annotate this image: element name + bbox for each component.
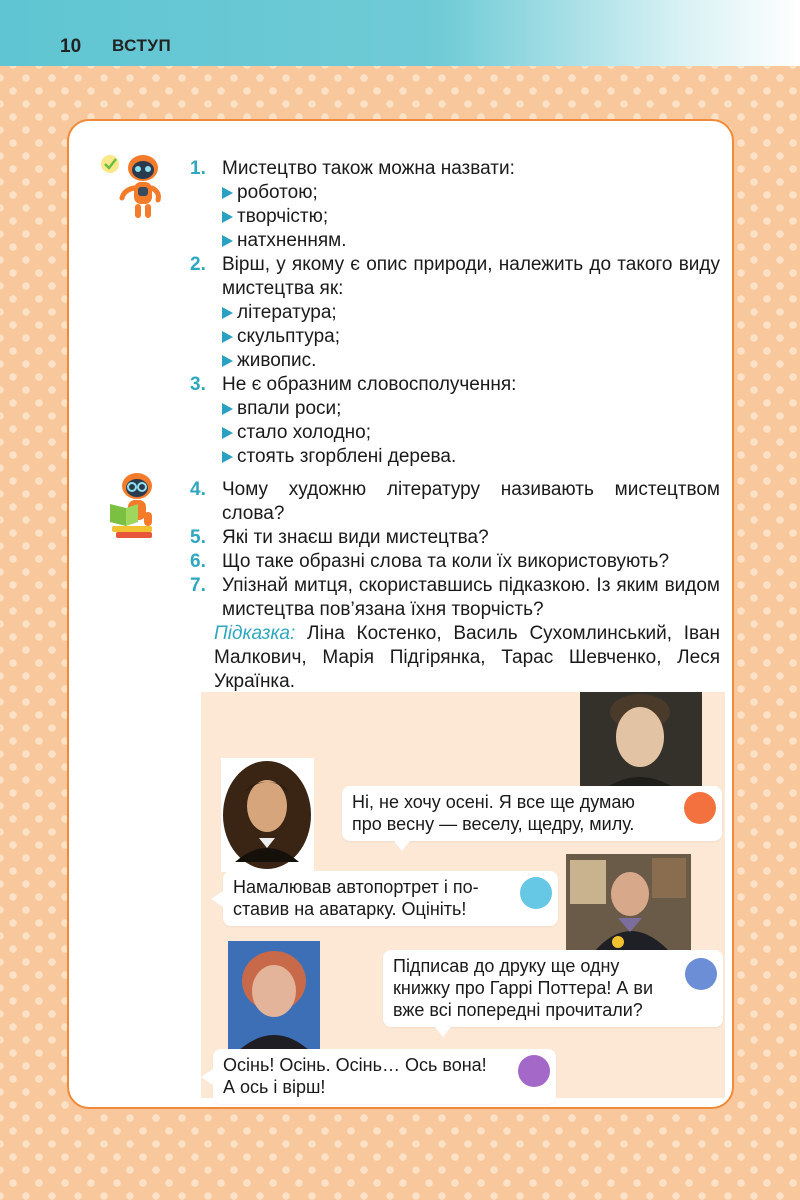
option [222,397,720,421]
item-number: 1. [190,158,206,179]
arrow-bullet-icon [222,331,233,343]
option [222,205,720,229]
portrait-photo [221,758,314,872]
user-avatar-icon [520,877,552,909]
portrait-photo [228,941,320,1051]
item-text: Не є образним словосполучення: [222,374,517,395]
item-number: 4. [190,479,206,500]
message-line: Ні, не хочу осені. Я все ще думаю [352,792,635,812]
item-text: Що таке образні слова та коли їх використовують? [222,551,670,572]
question-item [190,550,720,574]
arrow-bullet-icon [222,355,233,367]
chat-message [383,950,723,1027]
quiz-list [190,157,720,469]
page-number: 10 [60,36,82,57]
item-text: Упізнай митця, скориставшись підказкою. Із яким видом мистецтва пов’язана їхня творчість? [222,575,720,620]
arrow-bullet-icon [222,403,233,415]
message-line: книжку про Гаррі Поттера! А ви [393,978,654,998]
item-number: 2. [190,254,206,275]
quiz-item [190,157,720,253]
arrow-bullet-icon [222,187,233,199]
option [222,325,720,349]
option-text: стоять згорблені дерева. [237,446,457,467]
user-avatar-icon [685,958,717,990]
message-line: про весну — веселу, щедру, милу. [352,814,635,834]
chat-panel [201,692,725,1098]
item-number: 5. [190,527,206,548]
message-line: вже всі попередні прочитали? [393,1000,643,1020]
quiz-item [190,253,720,373]
user-avatar-icon [684,792,716,824]
hint-text: Ліна Костенко, Василь Сухомлинський, Іван Малкович, Марія Підгірянка, Тарас Шевченко, Леся Українка. [214,623,720,692]
chat-message [342,786,722,841]
quiz-item [190,373,720,469]
portrait-photo [566,854,691,952]
chat-message [223,871,558,926]
hint-label: Підказка: [214,623,296,644]
arrow-bullet-icon [222,235,233,247]
page-header [0,0,800,66]
message-line: А ось і вірш! [223,1077,326,1097]
item-text: Які ти знаєш види мистецтва? [222,527,489,548]
item-text: Вірш, у якому є опис природи, належить до такого виду мистецтва як: [222,254,720,299]
option-text: література; [237,302,337,323]
item-text: Чому художню літературу називають мистецтвом слова? [222,479,720,524]
arrow-bullet-icon [222,211,233,223]
question-item [190,478,720,526]
portrait-photo [580,692,702,792]
hint-paragraph [214,622,720,694]
question-item [190,574,720,622]
arrow-bullet-icon [222,427,233,439]
message-line: Підписав до друку ще одну [393,956,620,976]
chat-message [213,1049,556,1104]
message-line: ставив на аватарку. Оцініть! [233,899,467,919]
option [222,181,720,205]
message-line: Намалював автопортрет і по- [233,877,479,897]
message-line: Осінь! Осінь. Осінь… Ось вона! [223,1055,487,1075]
questions-list [190,478,720,694]
option-text: впали роси; [237,398,342,419]
option [222,301,720,325]
option-text: творчістю; [237,206,329,227]
option-text: натхненням. [237,230,347,251]
arrow-bullet-icon [222,451,233,463]
option [222,349,720,373]
robot-check-icon [100,150,170,222]
item-text: Мистецтво також можна назвати: [222,158,515,179]
hint-block [186,622,720,694]
user-avatar-icon [518,1055,550,1087]
option [222,445,720,469]
option [222,421,720,445]
item-number: 6. [190,551,206,572]
section-title: ВСТУП [112,36,172,55]
item-number: 7. [190,575,206,596]
option-text: живопис. [237,350,317,371]
option [222,229,720,253]
question-item [190,526,720,550]
option-text: роботою; [237,182,318,203]
arrow-bullet-icon [222,307,233,319]
robot-reading-icon [102,470,164,540]
option-text: стало холодно; [237,422,372,443]
option-text: скульптура; [237,326,340,347]
item-number: 3. [190,374,206,395]
